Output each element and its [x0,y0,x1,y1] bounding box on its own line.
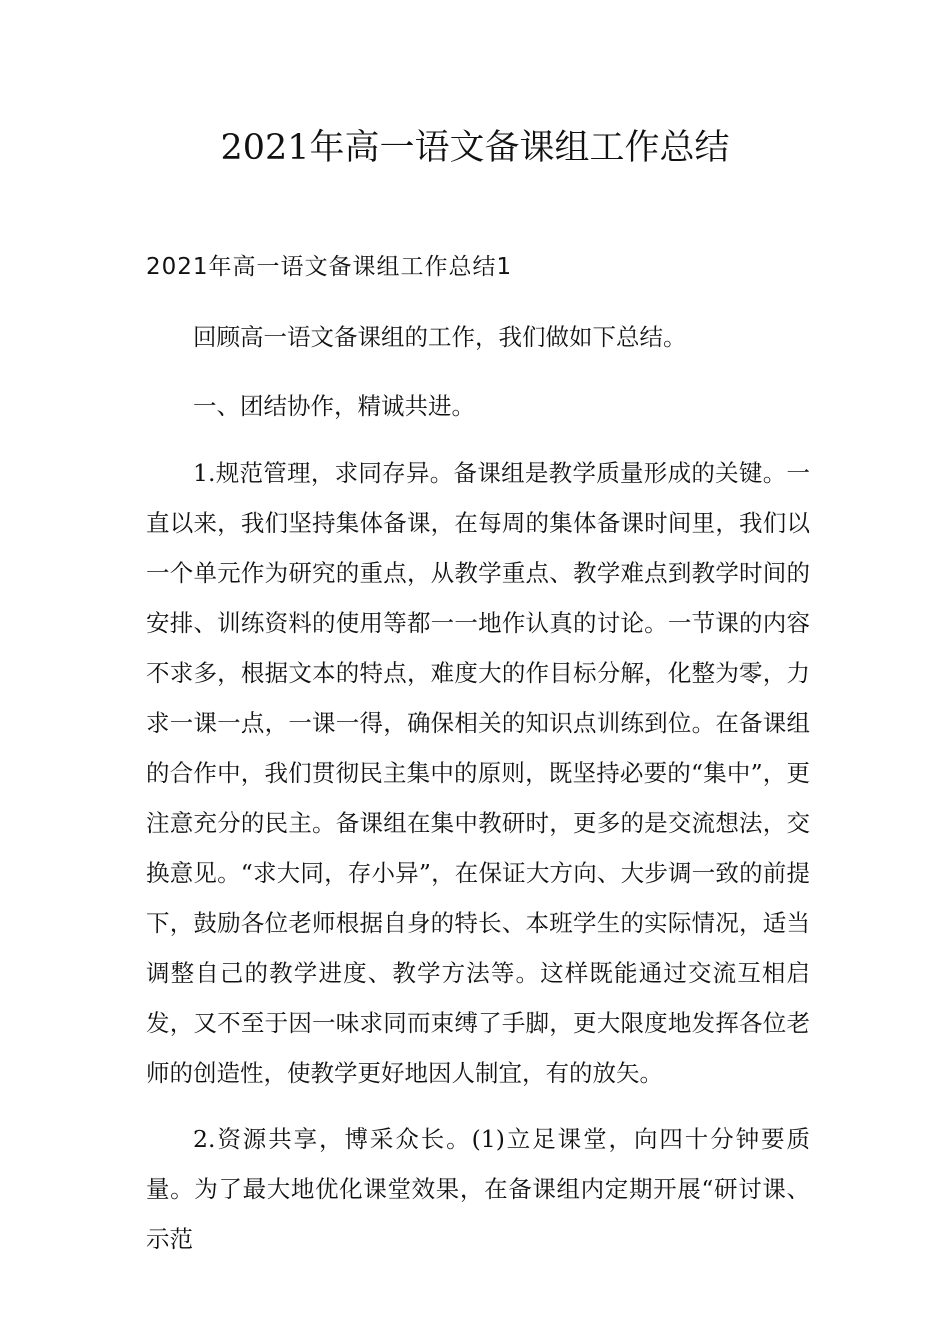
document-title: 2021年高一语文备课组工作总结 [220,128,730,168]
body-paragraph-1: 1.规范管理，求同存异。备课组是教学质量形成的关键。一直以来，我们坚持集体备课，在每周的集体备课时间里，我们以一个单元作为研究的重点，从教学重点、教学难点到教学时间的安排、训练资料的使用等都一一地作认真的讨论。一节课的内容不求多，根据文本的特点，难度大的作目标分解，化整为零，力求一课一点，一课一得，确保相关的知识点训练到位。在备课组的合作中，我们贯彻民主集中的原则，既坚持必要的“集中”，更注意充分的民主。备课组在集中教研时，更多的是交流想法，交换意见。“求大同，存小异”，在保证大方向、大步调一致的前提下，鼓励各位老师根据自身的特长、本班学生的实际情况，适当调整自己的教学进度、教学方法等。这样既能通过交流互相启发，又不至于因一味求同而束缚了手脚，更大限度地发挥各位老师的创造性，使教学更好地因人制宜，有的放矢。 [146,459,810,1087]
intro-paragraph: 回顾高一语文备课组的工作，我们做如下总结。 [193,323,687,351]
section-heading: 2021年高一语文备课组工作总结1 [146,254,513,280]
body-paragraph-2: 2.资源共享，博采众长。(1)立足课堂，向四十分钟要质量。为了最大地优化课堂效果，在备课组内定期开展“研讨课、示范 [146,1125,810,1253]
subheading-paragraph: 一、团结协作，精诚共进。 [193,392,475,420]
